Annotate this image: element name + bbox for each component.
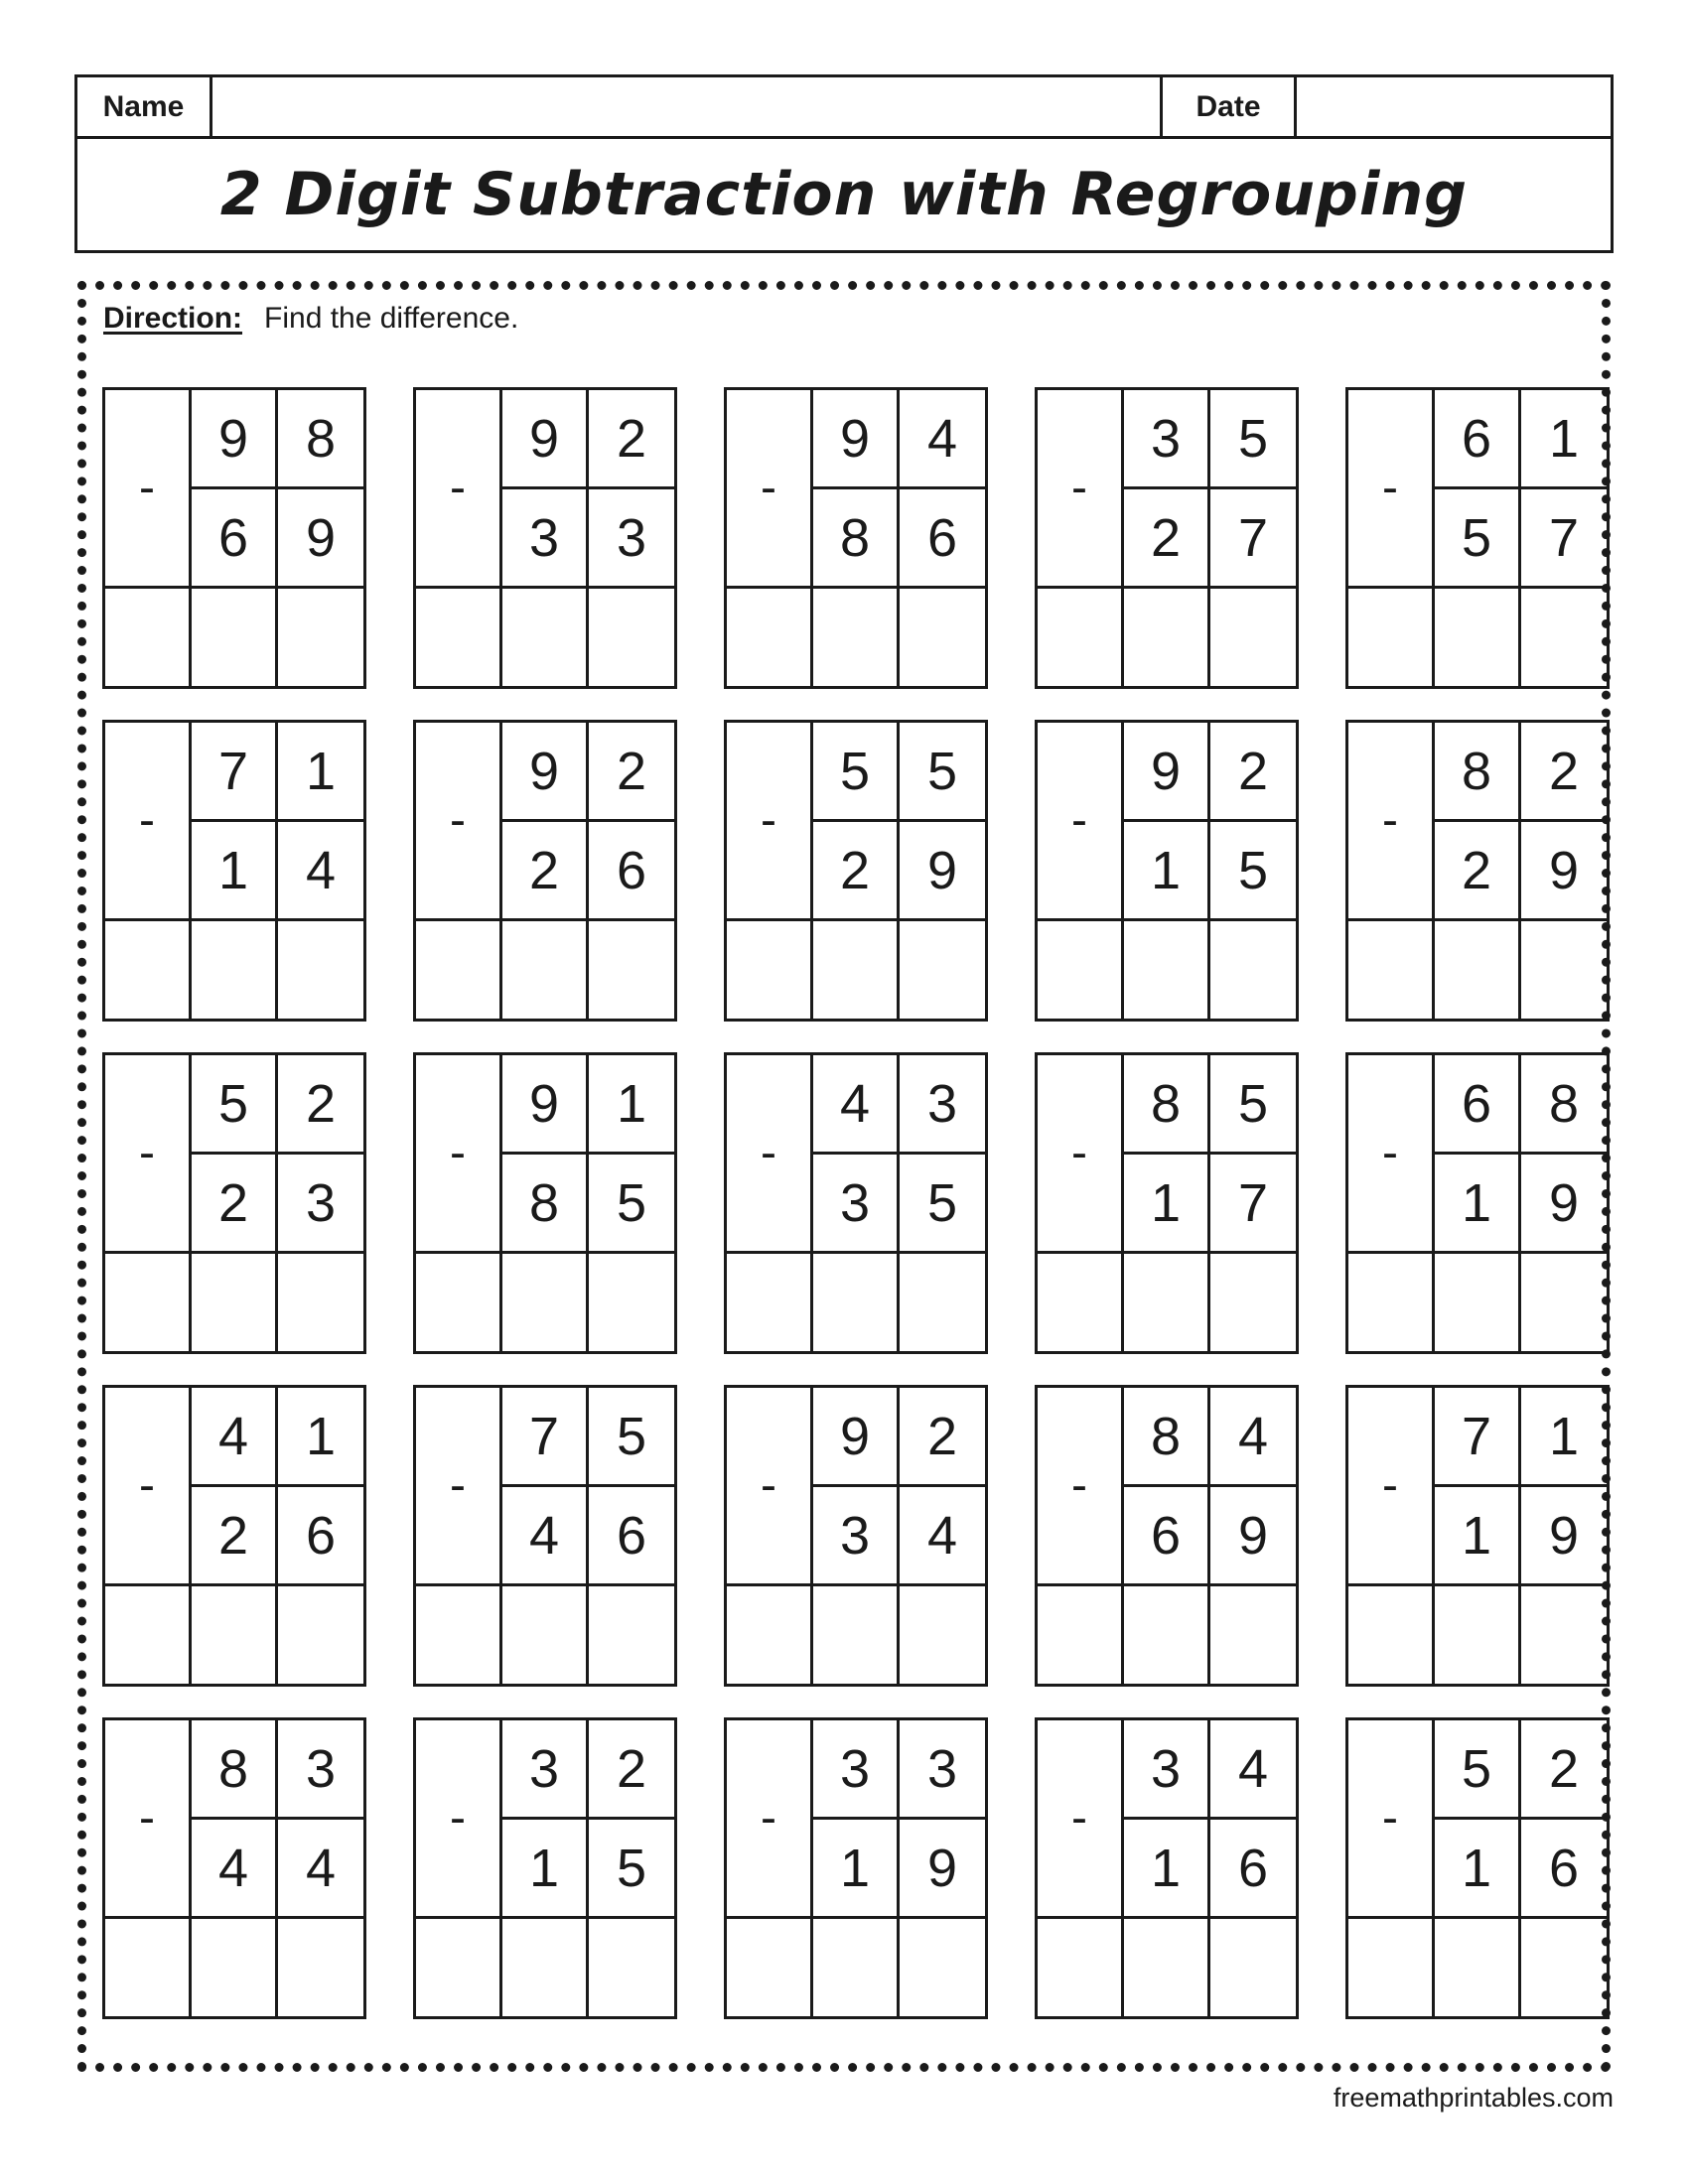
subtrahend-tens-digit: 5 (1435, 489, 1521, 589)
minuend-tens-digit: 5 (813, 723, 900, 822)
answer-cell[interactable] (105, 1254, 192, 1351)
minuend-ones-digit: 2 (1521, 723, 1607, 822)
minuend-ones-digit: 2 (1521, 1720, 1607, 1820)
answer-cell[interactable] (278, 1586, 363, 1684)
subtrahend-tens-digit: 8 (813, 489, 900, 589)
answer-cell[interactable] (1038, 1919, 1124, 2016)
answer-cell[interactable] (1038, 1254, 1124, 1351)
answer-cell[interactable] (105, 1586, 192, 1684)
minuend-ones-digit: 4 (1210, 1388, 1296, 1487)
subtrahend-tens-digit: 2 (502, 822, 589, 921)
minuend-tens-digit: 5 (1435, 1720, 1521, 1820)
answer-cell[interactable] (1348, 921, 1435, 1019)
minus-sign: - (105, 1720, 192, 1919)
subtrahend-tens-digit: 2 (1124, 489, 1210, 589)
answer-cell[interactable] (1210, 589, 1296, 686)
minuend-ones-digit: 2 (589, 390, 674, 489)
subtraction-problem (413, 1717, 677, 2019)
subtrahend-ones-digit: 6 (1210, 1820, 1296, 1919)
minus-sign: - (727, 1720, 813, 1919)
answer-cell[interactable] (589, 1254, 674, 1351)
minuend-tens-digit: 9 (813, 390, 900, 489)
subtrahend-ones-digit: 6 (900, 489, 985, 589)
minuend-ones-digit: 8 (278, 390, 363, 489)
subtrahend-tens-digit: 6 (1124, 1487, 1210, 1586)
subtrahend-tens-digit: 1 (1435, 1155, 1521, 1254)
subtraction-problem (413, 1385, 677, 1687)
subtrahend-tens-digit: 2 (813, 822, 900, 921)
subtraction-problem (1345, 1052, 1610, 1354)
worksheet-header (74, 74, 1614, 253)
minuend-ones-digit: 1 (278, 723, 363, 822)
subtraction-problem (102, 1717, 366, 2019)
minuend-tens-digit: 3 (813, 1720, 900, 1820)
minuend-ones-digit: 5 (1210, 1055, 1296, 1155)
answer-cell[interactable] (192, 589, 278, 686)
answer-cell[interactable] (502, 589, 589, 686)
subtrahend-ones-digit: 3 (278, 1155, 363, 1254)
answer-cell[interactable] (1038, 921, 1124, 1019)
minus-sign: - (1348, 1720, 1435, 1919)
answer-cell[interactable] (416, 589, 502, 686)
subtrahend-ones-digit: 7 (1210, 489, 1296, 589)
answer-cell[interactable] (589, 1919, 674, 2016)
subtrahend-tens-digit: 1 (1124, 822, 1210, 921)
subtrahend-tens-digit: 2 (192, 1487, 278, 1586)
subtrahend-ones-digit: 9 (900, 822, 985, 921)
minuend-tens-digit: 8 (1124, 1055, 1210, 1155)
answer-cell[interactable] (1435, 1254, 1521, 1351)
subtraction-problem (413, 387, 677, 689)
minuend-ones-digit: 1 (589, 1055, 674, 1155)
answer-cell[interactable] (900, 921, 985, 1019)
answer-cell[interactable] (1210, 1919, 1296, 2016)
subtraction-problem (1035, 1385, 1299, 1687)
subtraction-problem (102, 1385, 366, 1687)
subtrahend-tens-digit: 1 (1124, 1155, 1210, 1254)
answer-cell[interactable] (813, 921, 900, 1019)
subtraction-problem (413, 720, 677, 1022)
answer-cell[interactable] (1521, 921, 1607, 1019)
minuend-ones-digit: 1 (1521, 1388, 1607, 1487)
answer-cell[interactable] (900, 1586, 985, 1684)
subtraction-problem (724, 387, 988, 689)
minus-sign: - (105, 1388, 192, 1586)
answer-cell[interactable] (1210, 1254, 1296, 1351)
minuend-tens-digit: 8 (1124, 1388, 1210, 1487)
answer-cell[interactable] (105, 921, 192, 1019)
minuend-tens-digit: 9 (813, 1388, 900, 1487)
minuend-ones-digit: 2 (1210, 723, 1296, 822)
minuend-tens-digit: 9 (502, 1055, 589, 1155)
minus-sign: - (727, 1388, 813, 1586)
answer-cell[interactable] (278, 921, 363, 1019)
answer-cell[interactable] (1124, 1254, 1210, 1351)
minuend-tens-digit: 6 (1435, 390, 1521, 489)
minuend-ones-digit: 2 (278, 1055, 363, 1155)
minuend-tens-digit: 9 (502, 390, 589, 489)
subtrahend-ones-digit: 9 (1521, 822, 1607, 921)
subtraction-problem (1345, 720, 1610, 1022)
minus-sign: - (105, 390, 192, 589)
name-date-row (77, 77, 1611, 139)
subtrahend-tens-digit: 3 (813, 1487, 900, 1586)
answer-cell[interactable] (278, 589, 363, 686)
minus-sign: - (727, 390, 813, 589)
answer-cell[interactable] (900, 589, 985, 686)
answer-cell[interactable] (589, 921, 674, 1019)
answer-cell[interactable] (278, 1254, 363, 1351)
minuend-ones-digit: 3 (278, 1720, 363, 1820)
answer-cell[interactable] (192, 1586, 278, 1684)
answer-cell[interactable] (727, 1586, 813, 1684)
subtrahend-tens-digit: 1 (1435, 1820, 1521, 1919)
answer-cell[interactable] (900, 1254, 985, 1351)
direction-text: Find the difference. (264, 302, 519, 335)
minus-sign: - (416, 723, 502, 921)
subtraction-problem (724, 1717, 988, 2019)
minuend-ones-digit: 1 (278, 1388, 363, 1487)
answer-cell[interactable] (1124, 589, 1210, 686)
answer-cell[interactable] (1435, 1919, 1521, 2016)
date-field[interactable] (1297, 77, 1611, 136)
minuend-tens-digit: 7 (502, 1388, 589, 1487)
subtrahend-ones-digit: 4 (278, 822, 363, 921)
subtrahend-ones-digit: 7 (1210, 1155, 1296, 1254)
subtrahend-tens-digit: 1 (1124, 1820, 1210, 1919)
minus-sign: - (1038, 1720, 1124, 1919)
subtrahend-ones-digit: 6 (589, 822, 674, 921)
answer-cell[interactable] (900, 1919, 985, 2016)
answer-cell[interactable] (105, 1919, 192, 2016)
subtraction-problem (1345, 1717, 1610, 2019)
subtrahend-tens-digit: 4 (502, 1487, 589, 1586)
problem-grid (102, 387, 1584, 2020)
minus-sign: - (105, 723, 192, 921)
answer-cell[interactable] (1124, 921, 1210, 1019)
subtrahend-ones-digit: 6 (1521, 1820, 1607, 1919)
answer-cell[interactable] (727, 589, 813, 686)
subtrahend-tens-digit: 1 (502, 1820, 589, 1919)
answer-cell[interactable] (1435, 921, 1521, 1019)
subtraction-problem (413, 1052, 677, 1354)
minuend-ones-digit: 1 (1521, 390, 1607, 489)
minuend-tens-digit: 3 (1124, 1720, 1210, 1820)
answer-cell[interactable] (416, 1919, 502, 2016)
minus-sign: - (1038, 390, 1124, 589)
minuend-tens-digit: 8 (1435, 723, 1521, 822)
minuend-tens-digit: 9 (502, 723, 589, 822)
subtrahend-ones-digit: 9 (1210, 1487, 1296, 1586)
subtraction-problem (1035, 1717, 1299, 2019)
answer-cell[interactable] (1521, 1919, 1607, 2016)
minuend-ones-digit: 5 (1210, 390, 1296, 489)
answer-cell[interactable] (502, 1919, 589, 2016)
minus-sign: - (727, 723, 813, 921)
answer-cell[interactable] (1435, 589, 1521, 686)
name-label: Name (77, 77, 212, 136)
subtraction-problem (1345, 1385, 1610, 1687)
minuend-tens-digit: 9 (1124, 723, 1210, 822)
answer-cell[interactable] (1210, 1586, 1296, 1684)
answer-cell[interactable] (192, 1919, 278, 2016)
subtraction-problem (724, 720, 988, 1022)
answer-cell[interactable] (502, 921, 589, 1019)
minus-sign: - (416, 390, 502, 589)
minuend-ones-digit: 5 (589, 1388, 674, 1487)
minus-sign: - (1038, 723, 1124, 921)
direction-line (103, 302, 518, 336)
minuend-ones-digit: 5 (900, 723, 985, 822)
answer-cell[interactable] (813, 1919, 900, 2016)
subtrahend-tens-digit: 3 (502, 489, 589, 589)
answer-cell[interactable] (192, 1254, 278, 1351)
minuend-ones-digit: 4 (1210, 1720, 1296, 1820)
subtraction-problem (1035, 1052, 1299, 1354)
subtrahend-tens-digit: 1 (1435, 1487, 1521, 1586)
answer-cell[interactable] (1038, 589, 1124, 686)
answer-cell[interactable] (589, 1586, 674, 1684)
subtrahend-tens-digit: 8 (502, 1155, 589, 1254)
minus-sign: - (1038, 1388, 1124, 1586)
subtrahend-tens-digit: 1 (813, 1820, 900, 1919)
answer-cell[interactable] (727, 921, 813, 1019)
answer-cell[interactable] (502, 1254, 589, 1351)
answer-cell[interactable] (502, 1586, 589, 1684)
direction-label: Direction: (103, 302, 243, 335)
subtrahend-ones-digit: 9 (1521, 1487, 1607, 1586)
minuend-tens-digit: 9 (192, 390, 278, 489)
footer-site: freemathprintables.com (1333, 2083, 1614, 2113)
minuend-ones-digit: 3 (900, 1055, 985, 1155)
minus-sign: - (1348, 723, 1435, 921)
answer-cell[interactable] (105, 589, 192, 686)
minus-sign: - (1038, 1055, 1124, 1254)
subtrahend-ones-digit: 5 (900, 1155, 985, 1254)
subtrahend-tens-digit: 2 (1435, 822, 1521, 921)
minus-sign: - (727, 1055, 813, 1254)
answer-cell[interactable] (416, 1254, 502, 1351)
minuend-tens-digit: 4 (192, 1388, 278, 1487)
answer-cell[interactable] (1348, 1919, 1435, 2016)
subtraction-problem (724, 1385, 988, 1687)
subtraction-problem (724, 1052, 988, 1354)
answer-cell[interactable] (1038, 1586, 1124, 1684)
answer-cell[interactable] (813, 1586, 900, 1684)
minus-sign: - (1348, 1388, 1435, 1586)
minus-sign: - (416, 1055, 502, 1254)
minuend-tens-digit: 3 (502, 1720, 589, 1820)
minuend-tens-digit: 4 (813, 1055, 900, 1155)
subtrahend-ones-digit: 5 (589, 1155, 674, 1254)
answer-cell[interactable] (1124, 1586, 1210, 1684)
subtrahend-tens-digit: 2 (192, 1155, 278, 1254)
subtrahend-ones-digit: 9 (1521, 1155, 1607, 1254)
answer-cell[interactable] (192, 921, 278, 1019)
subtraction-problem (102, 387, 366, 689)
minus-sign: - (1348, 1055, 1435, 1254)
answer-cell[interactable] (1521, 1586, 1607, 1684)
answer-cell[interactable] (1348, 1586, 1435, 1684)
subtrahend-tens-digit: 1 (192, 822, 278, 921)
minus-sign: - (1348, 390, 1435, 589)
answer-cell[interactable] (589, 589, 674, 686)
answer-cell[interactable] (727, 1919, 813, 2016)
minuend-tens-digit: 7 (192, 723, 278, 822)
answer-cell[interactable] (278, 1919, 363, 2016)
date-label: Date (1163, 77, 1297, 136)
subtraction-problem (1345, 387, 1610, 689)
minus-sign: - (416, 1720, 502, 1919)
minuend-ones-digit: 2 (900, 1388, 985, 1487)
subtrahend-ones-digit: 7 (1521, 489, 1607, 589)
subtraction-problem (1035, 387, 1299, 689)
subtrahend-tens-digit: 4 (192, 1820, 278, 1919)
name-field[interactable] (212, 77, 1163, 136)
answer-cell[interactable] (416, 1586, 502, 1684)
subtrahend-ones-digit: 6 (589, 1487, 674, 1586)
subtrahend-ones-digit: 6 (278, 1487, 363, 1586)
answer-cell[interactable] (1435, 1586, 1521, 1684)
subtrahend-tens-digit: 3 (813, 1155, 900, 1254)
minuend-tens-digit: 7 (1435, 1388, 1521, 1487)
answer-cell[interactable] (813, 1254, 900, 1351)
subtrahend-ones-digit: 4 (900, 1487, 985, 1586)
answer-cell[interactable] (1348, 589, 1435, 686)
answer-cell[interactable] (813, 589, 900, 686)
subtrahend-tens-digit: 6 (192, 489, 278, 589)
minuend-tens-digit: 3 (1124, 390, 1210, 489)
subtrahend-ones-digit: 9 (278, 489, 363, 589)
subtrahend-ones-digit: 5 (589, 1820, 674, 1919)
answer-cell[interactable] (727, 1254, 813, 1351)
subtraction-problem (102, 720, 366, 1022)
minuend-ones-digit: 2 (589, 1720, 674, 1820)
subtrahend-ones-digit: 3 (589, 489, 674, 589)
minuend-ones-digit: 2 (589, 723, 674, 822)
answer-cell[interactable] (1124, 1919, 1210, 2016)
worksheet-title: 2 Digit Subtraction with Regrouping (219, 160, 1469, 229)
minuend-ones-digit: 4 (900, 390, 985, 489)
subtrahend-ones-digit: 9 (900, 1820, 985, 1919)
minuend-tens-digit: 8 (192, 1720, 278, 1820)
answer-cell[interactable] (416, 921, 502, 1019)
answer-cell[interactable] (1210, 921, 1296, 1019)
answer-cell[interactable] (1521, 1254, 1607, 1351)
minus-sign: - (105, 1055, 192, 1254)
subtraction-problem (102, 1052, 366, 1354)
subtrahend-ones-digit: 5 (1210, 822, 1296, 921)
minuend-ones-digit: 3 (900, 1720, 985, 1820)
answer-cell[interactable] (1521, 589, 1607, 686)
minus-sign: - (416, 1388, 502, 1586)
subtrahend-ones-digit: 4 (278, 1820, 363, 1919)
minuend-ones-digit: 8 (1521, 1055, 1607, 1155)
minuend-tens-digit: 5 (192, 1055, 278, 1155)
minuend-tens-digit: 6 (1435, 1055, 1521, 1155)
answer-cell[interactable] (1348, 1254, 1435, 1351)
subtraction-problem (1035, 720, 1299, 1022)
